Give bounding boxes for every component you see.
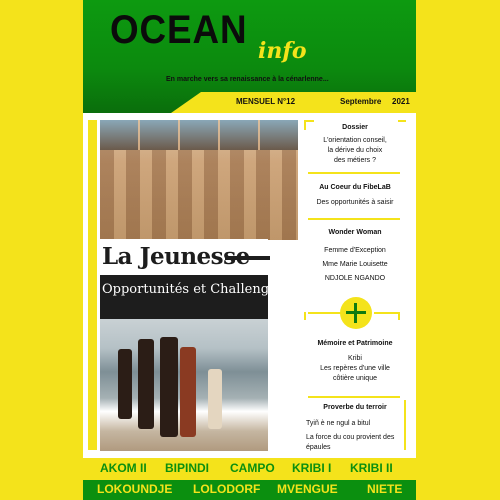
photo-thumb [260,120,298,150]
section-wonder-heading: Wonder Woman [328,229,382,236]
section-wonder-line: Femme d'Exception [324,247,386,254]
sidebar-corner [404,400,406,450]
plus-icon [354,303,357,323]
section-fibelab-heading: Au Coeur du FibeLaB [319,184,391,191]
towns-row-1 [0,459,500,479]
photo-thumb [220,120,258,150]
photo-thumb [180,120,218,150]
town-label: BIPINDI [165,461,210,475]
sidebar-corner [398,120,406,122]
cover-subheadline: Opportunités et Challenges [102,282,284,297]
photo-strip [100,120,298,150]
section-dossier-line: des métiers ? [333,157,377,164]
section-proverbe-line: épaules [306,444,331,451]
issue-year: 2021 [392,97,410,106]
towns-row-2 [83,480,416,500]
magazine-title: OCEAN [110,8,248,52]
tagline: En marche vers sa renaissance à la cénarlenne... [166,76,329,83]
sidebar-divider [308,218,400,220]
section-memoire-line: côtière unique [333,375,377,382]
sidebar-divider [308,396,400,398]
sidebar-divider [308,312,342,314]
photo-thumb [100,120,138,150]
magazine-subtitle: info [258,38,307,64]
section-wonder-line: Mme Marie Louisette [322,261,388,268]
town-label: KRIBI I [292,461,332,475]
section-proverbe-heading: Proverbe du terroir [323,404,387,411]
town-label: AKOM II [100,461,147,475]
left-accent-bar [88,120,97,450]
section-fibelab-line: Des opportunités à saisir [316,199,394,206]
person-silhouette [138,339,154,429]
sidebar-corner [304,312,306,320]
cover-headline: La Jeunesse [102,243,250,270]
town-label: CAMPO [230,461,275,475]
town-label: LOKOUNDJE [97,482,173,496]
section-dossier-line: la dérive du choix [327,147,383,154]
photo-thumb [140,120,178,150]
sidebar-corner [304,120,314,122]
sidebar-corner [398,312,400,320]
section-proverbe-line: La force du cou provient des [306,434,395,441]
section-memoire-heading: Mémoire et Patrimoine [317,340,393,347]
town-label: MVENGUE [277,482,338,496]
group-photo [100,150,298,240]
issue-month: Septembre [340,97,382,106]
person-silhouette [208,369,222,429]
person-silhouette [118,349,132,419]
town-label: NIETE [367,482,403,496]
photo-collage [100,120,298,240]
section-proverbe-line: Tyiñ è ne ngul a bitul [306,420,371,427]
sidebar-divider [374,312,400,314]
beach-photo [100,319,268,451]
section-dossier-line: L'orientation conseil, [323,137,387,144]
section-dossier-heading: Dossier [342,124,368,131]
section-wonder-line: NDJOLE NGANDO [324,275,386,282]
issue-number: MENSUEL N°12 [236,97,296,106]
person-silhouette [180,347,196,437]
section-memoire-line: Kribi [347,355,362,362]
section-memoire-line: Les repères d'une ville [320,365,390,372]
town-label: LOLODORF [193,482,261,496]
town-label: KRIBI II [350,461,393,475]
sidebar-divider [308,172,400,174]
person-silhouette [160,337,178,437]
